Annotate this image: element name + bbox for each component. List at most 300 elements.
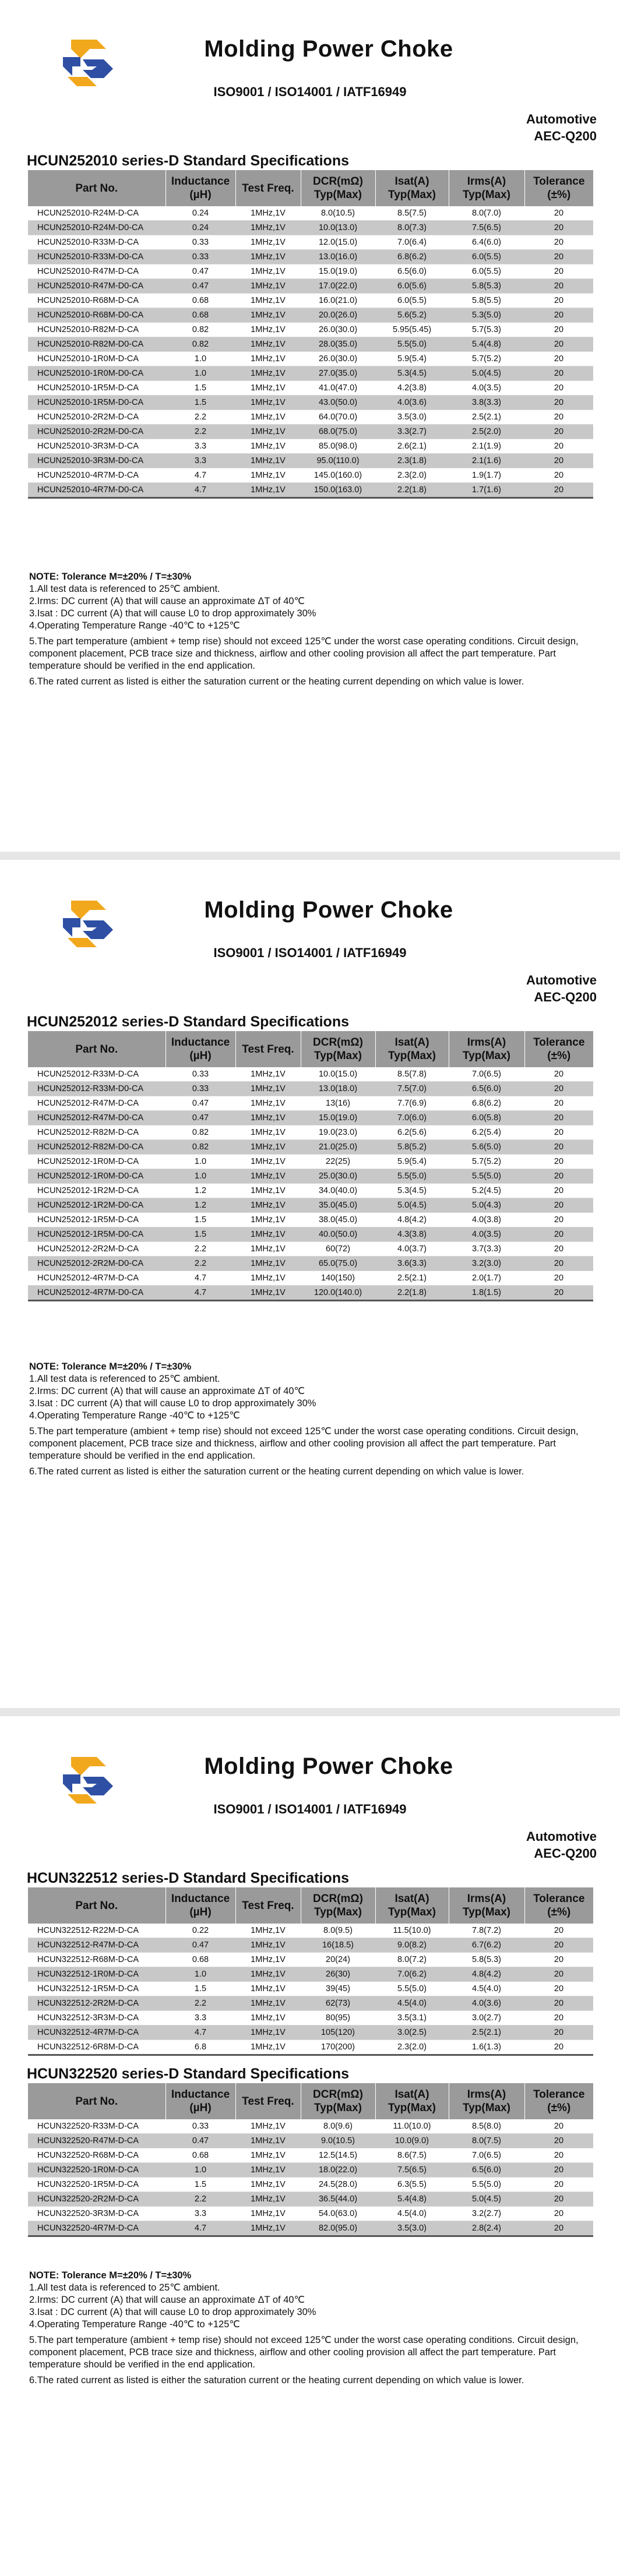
cell-test-freq: 1MHz,1V bbox=[235, 279, 301, 294]
cell-isat: 7.7(6.9) bbox=[375, 1096, 449, 1111]
note-2: 2.Irms: DC current (A) that will cause an approximate ΔT of 40℃ bbox=[29, 596, 305, 606]
cell-test-freq: 1MHz,1V bbox=[235, 1155, 301, 1169]
cell-part-no: HCUN252012-1R2M-D-CA bbox=[28, 1184, 165, 1198]
cell-part-no: HCUN322512-4R7M-D-CA bbox=[28, 2025, 165, 2040]
section-title: HCUN252012 series-D Standard Specifications bbox=[27, 1014, 349, 1030]
cell-inductance: 3.3 bbox=[165, 439, 235, 454]
certifications: ISO9001 / ISO14001 / IATF16949 bbox=[213, 1802, 407, 1816]
automotive-label: Automotive bbox=[526, 1829, 597, 1844]
cell-inductance: 3.3 bbox=[165, 2207, 235, 2221]
cell-part-no: HCUN252012-R33M-D-CA bbox=[28, 1067, 165, 1082]
table-header-row bbox=[28, 1031, 593, 1067]
cell-tolerance: 20 bbox=[524, 1169, 593, 1184]
cell-dcr: 34.0(40.0) bbox=[301, 1184, 375, 1198]
cell-test-freq: 1MHz,1V bbox=[235, 2178, 301, 2192]
cell-isat: 7.0(6.2) bbox=[375, 1967, 449, 1982]
cell-dcr: 140(150) bbox=[301, 1271, 375, 1286]
cell-isat: 4.5(4.0) bbox=[375, 1996, 449, 2011]
aec-label: AEC-Q200 bbox=[534, 990, 597, 1004]
cell-isat: 9.0(8.2) bbox=[375, 1938, 449, 1953]
cell-tolerance: 20 bbox=[524, 250, 593, 264]
cell-irms: 6.0(5.5) bbox=[449, 264, 524, 279]
automotive-grade bbox=[526, 1828, 597, 1862]
cell-part-no: HCUN252010-3R3M-D-CA bbox=[28, 439, 165, 454]
cell-dcr: 95.0(110.0) bbox=[301, 454, 375, 468]
cell-part-no: HCUN252012-4R7M-D0-CA bbox=[28, 1286, 165, 1301]
cell-isat: 4.8(4.2) bbox=[375, 1213, 449, 1227]
cell-part-no: HCUN322512-R47M-D-CA bbox=[28, 1938, 165, 1953]
cell-part-no: HCUN252010-2R2M-D-CA bbox=[28, 410, 165, 425]
cell-dcr: 25.0(30.0) bbox=[301, 1169, 375, 1184]
cell-test-freq: 1MHz,1V bbox=[235, 2119, 301, 2134]
cell-part-no: HCUN252010-R33M-D0-CA bbox=[28, 250, 165, 264]
page-separator bbox=[0, 852, 620, 860]
cell-dcr: 20(24) bbox=[301, 1953, 375, 1967]
cell-tolerance: 20 bbox=[524, 352, 593, 366]
cell-dcr: 15.0(19.0) bbox=[301, 264, 375, 279]
cell-test-freq: 1MHz,1V bbox=[235, 2163, 301, 2178]
cell-tolerance: 20 bbox=[524, 2134, 593, 2148]
cell-inductance: 1.0 bbox=[165, 366, 235, 381]
cell-tolerance: 20 bbox=[524, 1286, 593, 1301]
table-row bbox=[28, 468, 593, 483]
cell-irms: 1.7(1.6) bbox=[449, 483, 524, 498]
cell-isat: 3.5(3.1) bbox=[375, 2011, 449, 2025]
note-6: 6.The rated current as listed is either the saturation current or the heating current depending on which value is lower. bbox=[29, 1466, 524, 1477]
note-3: 3.Isat : DC current (A) that will cause L0 to drop approximately 30% bbox=[29, 2307, 316, 2317]
cell-test-freq: 1MHz,1V bbox=[235, 1125, 301, 1140]
cell-dcr: 26.0(30.0) bbox=[301, 323, 375, 337]
header-test-freq: Test Freq. bbox=[235, 2083, 301, 2119]
cell-tolerance: 20 bbox=[524, 2207, 593, 2221]
cell-isat: 11.5(10.0) bbox=[375, 1924, 449, 1938]
cell-dcr: 39(45) bbox=[301, 1982, 375, 1996]
cell-dcr: 19.0(23.0) bbox=[301, 1125, 375, 1140]
header-test-freq: Test Freq. bbox=[235, 1887, 301, 1924]
cell-dcr: 26(30) bbox=[301, 1967, 375, 1982]
cell-test-freq: 1MHz,1V bbox=[235, 1982, 301, 1996]
table-row bbox=[28, 1067, 593, 1082]
cell-part-no: HCUN252012-R47M-D0-CA bbox=[28, 1111, 165, 1125]
cell-isat: 5.9(5.4) bbox=[375, 352, 449, 366]
cell-part-no: HCUN252010-R33M-D-CA bbox=[28, 235, 165, 250]
cell-isat: 8.6(7.5) bbox=[375, 2148, 449, 2163]
automotive-grade bbox=[526, 972, 597, 1005]
cell-dcr: 54.0(63.0) bbox=[301, 2207, 375, 2221]
cell-part-no: HCUN252010-R47M-D-CA bbox=[28, 264, 165, 279]
cell-inductance: 0.47 bbox=[165, 264, 235, 279]
notes-block bbox=[29, 1361, 589, 1478]
cell-dcr: 65.0(75.0) bbox=[301, 1257, 375, 1271]
cell-inductance: 1.0 bbox=[165, 1967, 235, 1982]
cell-part-no: HCUN252012-R82M-D0-CA bbox=[28, 1140, 165, 1155]
cell-tolerance: 20 bbox=[524, 2119, 593, 2134]
cell-irms: 5.6(5.0) bbox=[449, 1140, 524, 1155]
cell-dcr: 41.0(47.0) bbox=[301, 381, 375, 396]
cell-test-freq: 1MHz,1V bbox=[235, 1169, 301, 1184]
spec-table-2 bbox=[28, 2083, 593, 2237]
table-row bbox=[28, 1184, 593, 1198]
note-1: 1.All test data is referenced to 25℃ ambient. bbox=[29, 2282, 220, 2293]
cell-tolerance: 20 bbox=[524, 396, 593, 410]
cell-dcr: 26.0(30.0) bbox=[301, 352, 375, 366]
cell-tolerance: 20 bbox=[524, 1067, 593, 1082]
table-header-row bbox=[28, 2083, 593, 2119]
cell-test-freq: 1MHz,1V bbox=[235, 1213, 301, 1227]
cell-part-no: HCUN252010-R82M-D0-CA bbox=[28, 337, 165, 352]
cell-test-freq: 1MHz,1V bbox=[235, 1198, 301, 1213]
note-5: 5.The part temperature (ambient + temp rise) should not exceed 125℃ under the worst case operating conditions. Circuit design, component placement, PCB trace size and thickness, airflow and other cooling provision all affect the part temperature. Part temperature should be verified in the end application. bbox=[29, 1426, 579, 1461]
cell-tolerance: 20 bbox=[524, 1982, 593, 1996]
cell-test-freq: 1MHz,1V bbox=[235, 1082, 301, 1096]
cell-isat: 5.3(4.5) bbox=[375, 366, 449, 381]
cell-test-freq: 1MHz,1V bbox=[235, 2134, 301, 2148]
cell-irms: 2.5(2.0) bbox=[449, 425, 524, 439]
cell-irms: 4.8(4.2) bbox=[449, 1967, 524, 1982]
cell-test-freq: 1MHz,1V bbox=[235, 1271, 301, 1286]
cell-part-no: HCUN252010-4R7M-D-CA bbox=[28, 468, 165, 483]
cell-test-freq: 1MHz,1V bbox=[235, 2192, 301, 2207]
header-isat: Isat(A) Typ(Max) bbox=[375, 170, 449, 206]
notes-title: NOTE: Tolerance M=±20% / T=±30% bbox=[29, 2270, 192, 2281]
cell-test-freq: 1MHz,1V bbox=[235, 250, 301, 264]
cell-inductance: 0.68 bbox=[165, 2148, 235, 2163]
cell-dcr: 28.0(35.0) bbox=[301, 337, 375, 352]
note-4: 4.Operating Temperature Range -40℃ to +125℃ bbox=[29, 2319, 240, 2330]
cell-isat: 11.0(10.0) bbox=[375, 2119, 449, 2134]
cell-inductance: 1.5 bbox=[165, 1982, 235, 1996]
cell-tolerance: 20 bbox=[524, 2040, 593, 2055]
cell-tolerance: 20 bbox=[524, 235, 593, 250]
cell-part-no: HCUN322520-1R5M-D-CA bbox=[28, 2178, 165, 2192]
note-2: 2.Irms: DC current (A) that will cause an approximate ΔT of 40℃ bbox=[29, 1386, 305, 1396]
cell-isat: 4.3(3.8) bbox=[375, 1227, 449, 1242]
header-isat: Isat(A) Typ(Max) bbox=[375, 2083, 449, 2119]
cell-inductance: 4.7 bbox=[165, 2025, 235, 2040]
cell-part-no: HCUN322520-3R3M-D-CA bbox=[28, 2207, 165, 2221]
cell-irms: 5.8(5.5) bbox=[449, 294, 524, 308]
table-row bbox=[28, 1198, 593, 1213]
cell-tolerance: 20 bbox=[524, 468, 593, 483]
cell-tolerance: 20 bbox=[524, 1953, 593, 1967]
note-2: 2.Irms: DC current (A) that will cause an approximate ΔT of 40℃ bbox=[29, 2295, 305, 2305]
cell-isat: 7.0(6.4) bbox=[375, 235, 449, 250]
cell-isat: 5.0(4.5) bbox=[375, 1198, 449, 1213]
cell-inductance: 1.5 bbox=[165, 381, 235, 396]
table-row bbox=[28, 2011, 593, 2025]
cell-irms: 8.0(7.0) bbox=[449, 206, 524, 221]
cell-inductance: 0.47 bbox=[165, 279, 235, 294]
table-header-row bbox=[28, 170, 593, 206]
cell-dcr: 43.0(50.0) bbox=[301, 396, 375, 410]
cell-dcr: 40.0(50.0) bbox=[301, 1227, 375, 1242]
cell-inductance: 4.7 bbox=[165, 1271, 235, 1286]
cell-part-no: HCUN252012-R47M-D-CA bbox=[28, 1096, 165, 1111]
cell-part-no: HCUN322520-R47M-D-CA bbox=[28, 2134, 165, 2148]
cell-isat: 6.0(5.5) bbox=[375, 294, 449, 308]
cell-irms: 7.0(6.5) bbox=[449, 2148, 524, 2163]
cell-inductance: 0.47 bbox=[165, 1096, 235, 1111]
header-isat: Isat(A) Typ(Max) bbox=[375, 1031, 449, 1067]
cell-test-freq: 1MHz,1V bbox=[235, 468, 301, 483]
cell-tolerance: 20 bbox=[524, 1938, 593, 1953]
datasheet-page-1 bbox=[0, 0, 620, 851]
cell-part-no: HCUN252010-2R2M-D0-CA bbox=[28, 425, 165, 439]
cell-isat: 6.2(5.6) bbox=[375, 1125, 449, 1140]
header-irms: Irms(A) Typ(Max) bbox=[449, 1887, 524, 1924]
table-row bbox=[28, 366, 593, 381]
table-row bbox=[28, 1982, 593, 1996]
cell-isat: 5.6(5.2) bbox=[375, 308, 449, 323]
cell-inductance: 3.3 bbox=[165, 454, 235, 468]
cell-inductance: 2.2 bbox=[165, 2192, 235, 2207]
table-row bbox=[28, 206, 593, 221]
table-row bbox=[28, 2192, 593, 2207]
cell-irms: 5.2(4.5) bbox=[449, 1184, 524, 1198]
cell-inductance: 0.82 bbox=[165, 323, 235, 337]
automotive-label: Automotive bbox=[526, 112, 597, 126]
cell-tolerance: 20 bbox=[524, 1082, 593, 1096]
cell-inductance: 2.2 bbox=[165, 1996, 235, 2011]
cell-part-no: HCUN322520-R33M-D-CA bbox=[28, 2119, 165, 2134]
cell-tolerance: 20 bbox=[524, 221, 593, 235]
table-row bbox=[28, 2025, 593, 2040]
cell-test-freq: 1MHz,1V bbox=[235, 483, 301, 498]
cell-isat: 3.0(2.5) bbox=[375, 2025, 449, 2040]
aec-label: AEC-Q200 bbox=[534, 129, 597, 143]
cell-irms: 1.8(1.5) bbox=[449, 1286, 524, 1301]
cell-tolerance: 20 bbox=[524, 1155, 593, 1169]
table-row bbox=[28, 1082, 593, 1096]
cell-test-freq: 1MHz,1V bbox=[235, 235, 301, 250]
cell-tolerance: 20 bbox=[524, 1111, 593, 1125]
cell-inductance: 0.47 bbox=[165, 1111, 235, 1125]
cell-test-freq: 1MHz,1V bbox=[235, 206, 301, 221]
table-row bbox=[28, 1227, 593, 1242]
cell-dcr: 80(95) bbox=[301, 2011, 375, 2025]
cell-test-freq: 1MHz,1V bbox=[235, 1184, 301, 1198]
table-row bbox=[28, 1169, 593, 1184]
cell-test-freq: 1MHz,1V bbox=[235, 1967, 301, 1982]
cell-dcr: 13.0(16.0) bbox=[301, 250, 375, 264]
cell-inductance: 1.5 bbox=[165, 1227, 235, 1242]
cell-irms: 3.7(3.3) bbox=[449, 1242, 524, 1257]
table-row bbox=[28, 221, 593, 235]
cell-inductance: 4.7 bbox=[165, 2221, 235, 2236]
table-row bbox=[28, 483, 593, 498]
cell-inductance: 4.7 bbox=[165, 483, 235, 498]
cell-part-no: HCUN322520-R68M-D-CA bbox=[28, 2148, 165, 2163]
cell-dcr: 13(16) bbox=[301, 1096, 375, 1111]
cell-test-freq: 1MHz,1V bbox=[235, 396, 301, 410]
cell-inductance: 0.33 bbox=[165, 250, 235, 264]
cell-irms: 5.3(5.0) bbox=[449, 308, 524, 323]
certifications: ISO9001 / ISO14001 / IATF16949 bbox=[213, 945, 407, 960]
cell-part-no: HCUN252010-R82M-D-CA bbox=[28, 323, 165, 337]
cell-irms: 6.0(5.5) bbox=[449, 250, 524, 264]
cell-isat: 4.0(3.7) bbox=[375, 1242, 449, 1257]
cell-test-freq: 1MHz,1V bbox=[235, 1286, 301, 1301]
cell-inductance: 6.8 bbox=[165, 2040, 235, 2055]
table-row bbox=[28, 2134, 593, 2148]
cell-tolerance: 20 bbox=[524, 206, 593, 221]
cell-dcr: 8.0(10.5) bbox=[301, 206, 375, 221]
note-3: 3.Isat : DC current (A) that will cause L0 to drop approximately 30% bbox=[29, 608, 316, 619]
cell-dcr: 62(73) bbox=[301, 1996, 375, 2011]
cell-irms: 2.8(2.4) bbox=[449, 2221, 524, 2236]
cell-inductance: 0.33 bbox=[165, 2119, 235, 2134]
cell-irms: 6.2(5.4) bbox=[449, 1125, 524, 1140]
note-4: 4.Operating Temperature Range -40℃ to +125℃ bbox=[29, 620, 240, 631]
cell-part-no: HCUN252010-1R0M-D0-CA bbox=[28, 366, 165, 381]
automotive-grade bbox=[526, 111, 597, 144]
cell-irms: 5.5(5.0) bbox=[449, 2178, 524, 2192]
cell-part-no: HCUN252012-2R2M-D-CA bbox=[28, 1242, 165, 1257]
note-6: 6.The rated current as listed is either the saturation current or the heating current depending on which value is lower. bbox=[29, 676, 524, 687]
cell-irms: 2.5(2.1) bbox=[449, 410, 524, 425]
cell-irms: 6.4(6.0) bbox=[449, 235, 524, 250]
cell-tolerance: 20 bbox=[524, 2221, 593, 2236]
cell-irms: 3.8(3.3) bbox=[449, 396, 524, 410]
cell-inductance: 4.7 bbox=[165, 1286, 235, 1301]
cell-dcr: 8.0(9.5) bbox=[301, 1924, 375, 1938]
cell-tolerance: 20 bbox=[524, 279, 593, 294]
cell-dcr: 15.0(19.0) bbox=[301, 1111, 375, 1125]
cell-irms: 4.0(3.8) bbox=[449, 1213, 524, 1227]
cell-isat: 3.5(3.0) bbox=[375, 410, 449, 425]
cell-irms: 4.0(3.5) bbox=[449, 381, 524, 396]
cell-irms: 7.0(6.5) bbox=[449, 1067, 524, 1082]
cell-part-no: HCUN322520-2R2M-D-CA bbox=[28, 2192, 165, 2207]
cell-inductance: 0.82 bbox=[165, 1125, 235, 1140]
cell-inductance: 1.5 bbox=[165, 2178, 235, 2192]
cell-inductance: 0.47 bbox=[165, 2134, 235, 2148]
cell-inductance: 2.2 bbox=[165, 1257, 235, 1271]
cell-irms: 6.5(6.0) bbox=[449, 1082, 524, 1096]
cell-isat: 2.6(2.1) bbox=[375, 439, 449, 454]
table-row bbox=[28, 2221, 593, 2236]
cell-part-no: HCUN322512-R22M-D-CA bbox=[28, 1924, 165, 1938]
cell-isat: 8.5(7.5) bbox=[375, 206, 449, 221]
table-row bbox=[28, 235, 593, 250]
cell-inductance: 0.82 bbox=[165, 337, 235, 352]
cell-tolerance: 20 bbox=[524, 337, 593, 352]
cell-isat: 5.95(5.45) bbox=[375, 323, 449, 337]
header-dcr: DCR(mΩ) Typ(Max) bbox=[301, 170, 375, 206]
cell-test-freq: 1MHz,1V bbox=[235, 337, 301, 352]
cell-part-no: HCUN252010-R68M-D0-CA bbox=[28, 308, 165, 323]
datasheet-page-3 bbox=[0, 1717, 620, 2576]
certifications: ISO9001 / ISO14001 / IATF16949 bbox=[213, 84, 407, 99]
cell-inductance: 0.68 bbox=[165, 294, 235, 308]
cell-test-freq: 1MHz,1V bbox=[235, 1067, 301, 1082]
cell-isat: 8.5(7.8) bbox=[375, 1067, 449, 1082]
header-tolerance: Tolerance (±%) bbox=[524, 1031, 593, 1067]
header-inductance: Inductance (µH) bbox=[165, 170, 235, 206]
cell-isat: 6.5(6.0) bbox=[375, 264, 449, 279]
cell-dcr: 17.0(22.0) bbox=[301, 279, 375, 294]
cell-irms: 5.0(4.5) bbox=[449, 366, 524, 381]
cell-irms: 5.8(5.3) bbox=[449, 1953, 524, 1967]
cell-isat: 5.3(4.5) bbox=[375, 1184, 449, 1198]
table-row bbox=[28, 454, 593, 468]
table-row bbox=[28, 1996, 593, 2011]
cell-dcr: 24.5(28.0) bbox=[301, 2178, 375, 2192]
header-part-no: Part No. bbox=[28, 1031, 165, 1067]
table-row bbox=[28, 337, 593, 352]
cell-test-freq: 1MHz,1V bbox=[235, 410, 301, 425]
cell-isat: 10.0(9.0) bbox=[375, 2134, 449, 2148]
cell-irms: 8.5(8.0) bbox=[449, 2119, 524, 2134]
cell-inductance: 1.2 bbox=[165, 1184, 235, 1198]
cell-dcr: 35.0(45.0) bbox=[301, 1198, 375, 1213]
cell-irms: 3.2(2.7) bbox=[449, 2207, 524, 2221]
table-row bbox=[28, 1111, 593, 1125]
table-row bbox=[28, 1213, 593, 1227]
cell-isat: 6.8(6.2) bbox=[375, 250, 449, 264]
note-1: 1.All test data is referenced to 25℃ ambient. bbox=[29, 1374, 220, 1384]
cell-part-no: HCUN252012-1R0M-D0-CA bbox=[28, 1169, 165, 1184]
cell-irms: 4.0(3.6) bbox=[449, 1996, 524, 2011]
cell-test-freq: 1MHz,1V bbox=[235, 323, 301, 337]
cell-part-no: HCUN322512-3R3M-D-CA bbox=[28, 2011, 165, 2025]
cell-tolerance: 20 bbox=[524, 323, 593, 337]
cell-irms: 2.5(2.1) bbox=[449, 2025, 524, 2040]
cell-irms: 5.7(5.2) bbox=[449, 1155, 524, 1169]
cell-part-no: HCUN252010-R24M-D0-CA bbox=[28, 221, 165, 235]
cell-test-freq: 1MHz,1V bbox=[235, 1096, 301, 1111]
cell-tolerance: 20 bbox=[524, 2148, 593, 2163]
note-6: 6.The rated current as listed is either the saturation current or the heating current depending on which value is lower. bbox=[29, 2375, 524, 2386]
note-1: 1.All test data is referenced to 25℃ ambient. bbox=[29, 584, 220, 594]
cell-inductance: 4.7 bbox=[165, 468, 235, 483]
cell-dcr: 12.5(14.5) bbox=[301, 2148, 375, 2163]
cell-dcr: 38.0(45.0) bbox=[301, 1213, 375, 1227]
cell-inductance: 0.33 bbox=[165, 1067, 235, 1082]
cell-part-no: HCUN252012-2R2M-D0-CA bbox=[28, 1257, 165, 1271]
cell-dcr: 170(200) bbox=[301, 2040, 375, 2055]
automotive-label: Automotive bbox=[526, 973, 597, 987]
cell-part-no: HCUN252012-R82M-D-CA bbox=[28, 1125, 165, 1140]
table-row bbox=[28, 2040, 593, 2055]
cell-isat: 6.0(5.6) bbox=[375, 279, 449, 294]
cell-test-freq: 1MHz,1V bbox=[235, 381, 301, 396]
cell-irms: 5.7(5.2) bbox=[449, 352, 524, 366]
cell-test-freq: 1MHz,1V bbox=[235, 308, 301, 323]
table-row bbox=[28, 1938, 593, 1953]
cell-tolerance: 20 bbox=[524, 1213, 593, 1227]
cell-tolerance: 20 bbox=[524, 308, 593, 323]
header-irms: Irms(A) Typ(Max) bbox=[449, 2083, 524, 2119]
cell-part-no: HCUN322512-1R0M-D-CA bbox=[28, 1967, 165, 1982]
cell-test-freq: 1MHz,1V bbox=[235, 454, 301, 468]
cell-tolerance: 20 bbox=[524, 1242, 593, 1257]
cell-test-freq: 1MHz,1V bbox=[235, 1257, 301, 1271]
note-3: 3.Isat : DC current (A) that will cause L0 to drop approximately 30% bbox=[29, 1398, 316, 1409]
table-row bbox=[28, 2178, 593, 2192]
cell-irms: 4.0(3.5) bbox=[449, 1227, 524, 1242]
cell-part-no: HCUN252010-R47M-D0-CA bbox=[28, 279, 165, 294]
table-row bbox=[28, 439, 593, 454]
cell-inductance: 0.47 bbox=[165, 1938, 235, 1953]
cell-inductance: 0.33 bbox=[165, 235, 235, 250]
header-dcr: DCR(mΩ) Typ(Max) bbox=[301, 1887, 375, 1924]
cell-irms: 3.0(2.7) bbox=[449, 2011, 524, 2025]
cell-irms: 6.0(5.8) bbox=[449, 1111, 524, 1125]
cell-test-freq: 1MHz,1V bbox=[235, 1938, 301, 1953]
cell-tolerance: 20 bbox=[524, 2025, 593, 2040]
cell-tolerance: 20 bbox=[524, 381, 593, 396]
